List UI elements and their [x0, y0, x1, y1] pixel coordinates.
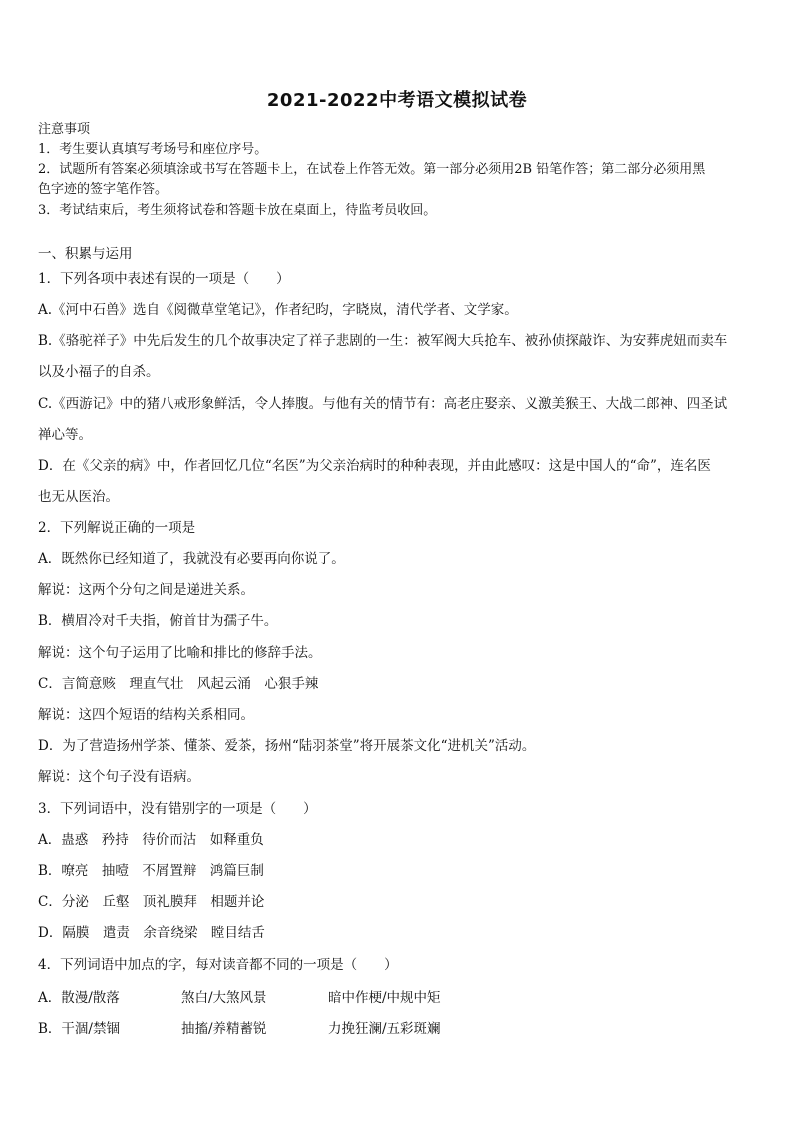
notes-heading: 注意事项 — [38, 122, 91, 137]
option-d-cont: 也无从医治。 — [38, 489, 119, 505]
option-b-part: B．干涸/禁锢 — [38, 1021, 120, 1037]
option-d: D．在《父亲的病》中，作者回忆几位“名医”为父亲治病时的种种表现，并由此感叹：这是中国人的“命”，连名医 — [38, 458, 711, 474]
question-stem: 4．下列词语中加点的字，每对读音都不同的一项是（ ） — [38, 957, 398, 973]
option-b: B．横眉冷对千夫指，俯首甘为孺子牛。 — [38, 613, 278, 629]
explanation: 解说：这个句子运用了比喻和排比的修辞手法。 — [38, 645, 322, 661]
explanation: 解说：这四个短语的结构关系相同。 — [38, 707, 254, 723]
option-c-cont: 禅心等。 — [38, 427, 92, 443]
notes-item: 色字迹的签字笔作答。 — [38, 182, 169, 197]
section-heading: 一、积累与运用 — [38, 246, 133, 262]
option-a-part: A．散漫/散落 — [38, 990, 120, 1006]
option-d: D．隔膜 遣责 余音绕梁 瞠目结舌 — [38, 925, 265, 941]
option-b-part: 力挽狂澜/五彩斑斓 — [328, 1021, 441, 1037]
explanation: 解说：这个句子没有语病。 — [38, 769, 200, 785]
page-title: 2021-2022中考语文模拟试卷 — [266, 90, 528, 111]
notes-item: 3．考试结束后，考生须将试卷和答题卡放在桌面上，待监考员收回。 — [38, 203, 437, 218]
option-c: C．言简意赅 理直气壮 风起云涌 心狠手辣 — [38, 676, 319, 692]
option-a-part: 暗中作梗/中规中矩 — [328, 990, 441, 1006]
option-c: C．分泌 丘壑 顶礼膜拜 相题并论 — [38, 894, 265, 910]
option-b: B．嘹亮 抽噎 不屑置辩 鸿篇巨制 — [38, 863, 264, 879]
option-c: C.《西游记》中的猪八戒形象鲜活，令人捧腹。与他有关的情节有：高老庄娶亲、义激美猴王、大战二郎神、四圣试 — [38, 396, 728, 412]
question-stem: 1．下列各项中表述有误的一项是（ ） — [38, 271, 290, 287]
question-stem: 2．下列解说正确的一项是 — [38, 520, 196, 536]
question-stem: 3．下列词语中，没有错别字的一项是（ ） — [38, 801, 317, 817]
notes-item: 2．试题所有答案必须填涂或书写在答题卡上，在试卷上作答无效。第一部分必须用2B 铅笔作答；第二部分必须用黑 — [38, 162, 706, 177]
option-a: A．蛊惑 矜持 待价而沽 如释重负 — [38, 832, 264, 848]
option-a: A.《河中石兽》选自《阅微草堂笔记》，作者纪昀，字晓岚，清代学者、文学家。 — [38, 302, 518, 318]
notes-item: 1．考生要认真填写考场号和座位序号。 — [38, 142, 268, 157]
option-a: A．既然你已经知道了，我就没有必要再向你说了。 — [38, 551, 345, 567]
option-d: D．为了营造扬州学茶、懂茶、爱茶，扬州“陆羽茶堂”将开展茶文化“进机关”活动。 — [38, 738, 536, 754]
option-b-part: 抽搐/养精蓄锐 — [181, 1021, 267, 1037]
option-a-part: 煞白/大煞风景 — [181, 990, 267, 1006]
option-b-cont: 以及小福子的自杀。 — [38, 364, 160, 380]
option-b: B.《骆驼祥子》中先后发生的几个故事决定了祥子悲剧的一生：被军阀大兵抢车、被孙侦探敲诈、为安葬虎妞而卖车 — [38, 333, 728, 349]
explanation: 解说：这两个分句之间是递进关系。 — [38, 582, 254, 598]
